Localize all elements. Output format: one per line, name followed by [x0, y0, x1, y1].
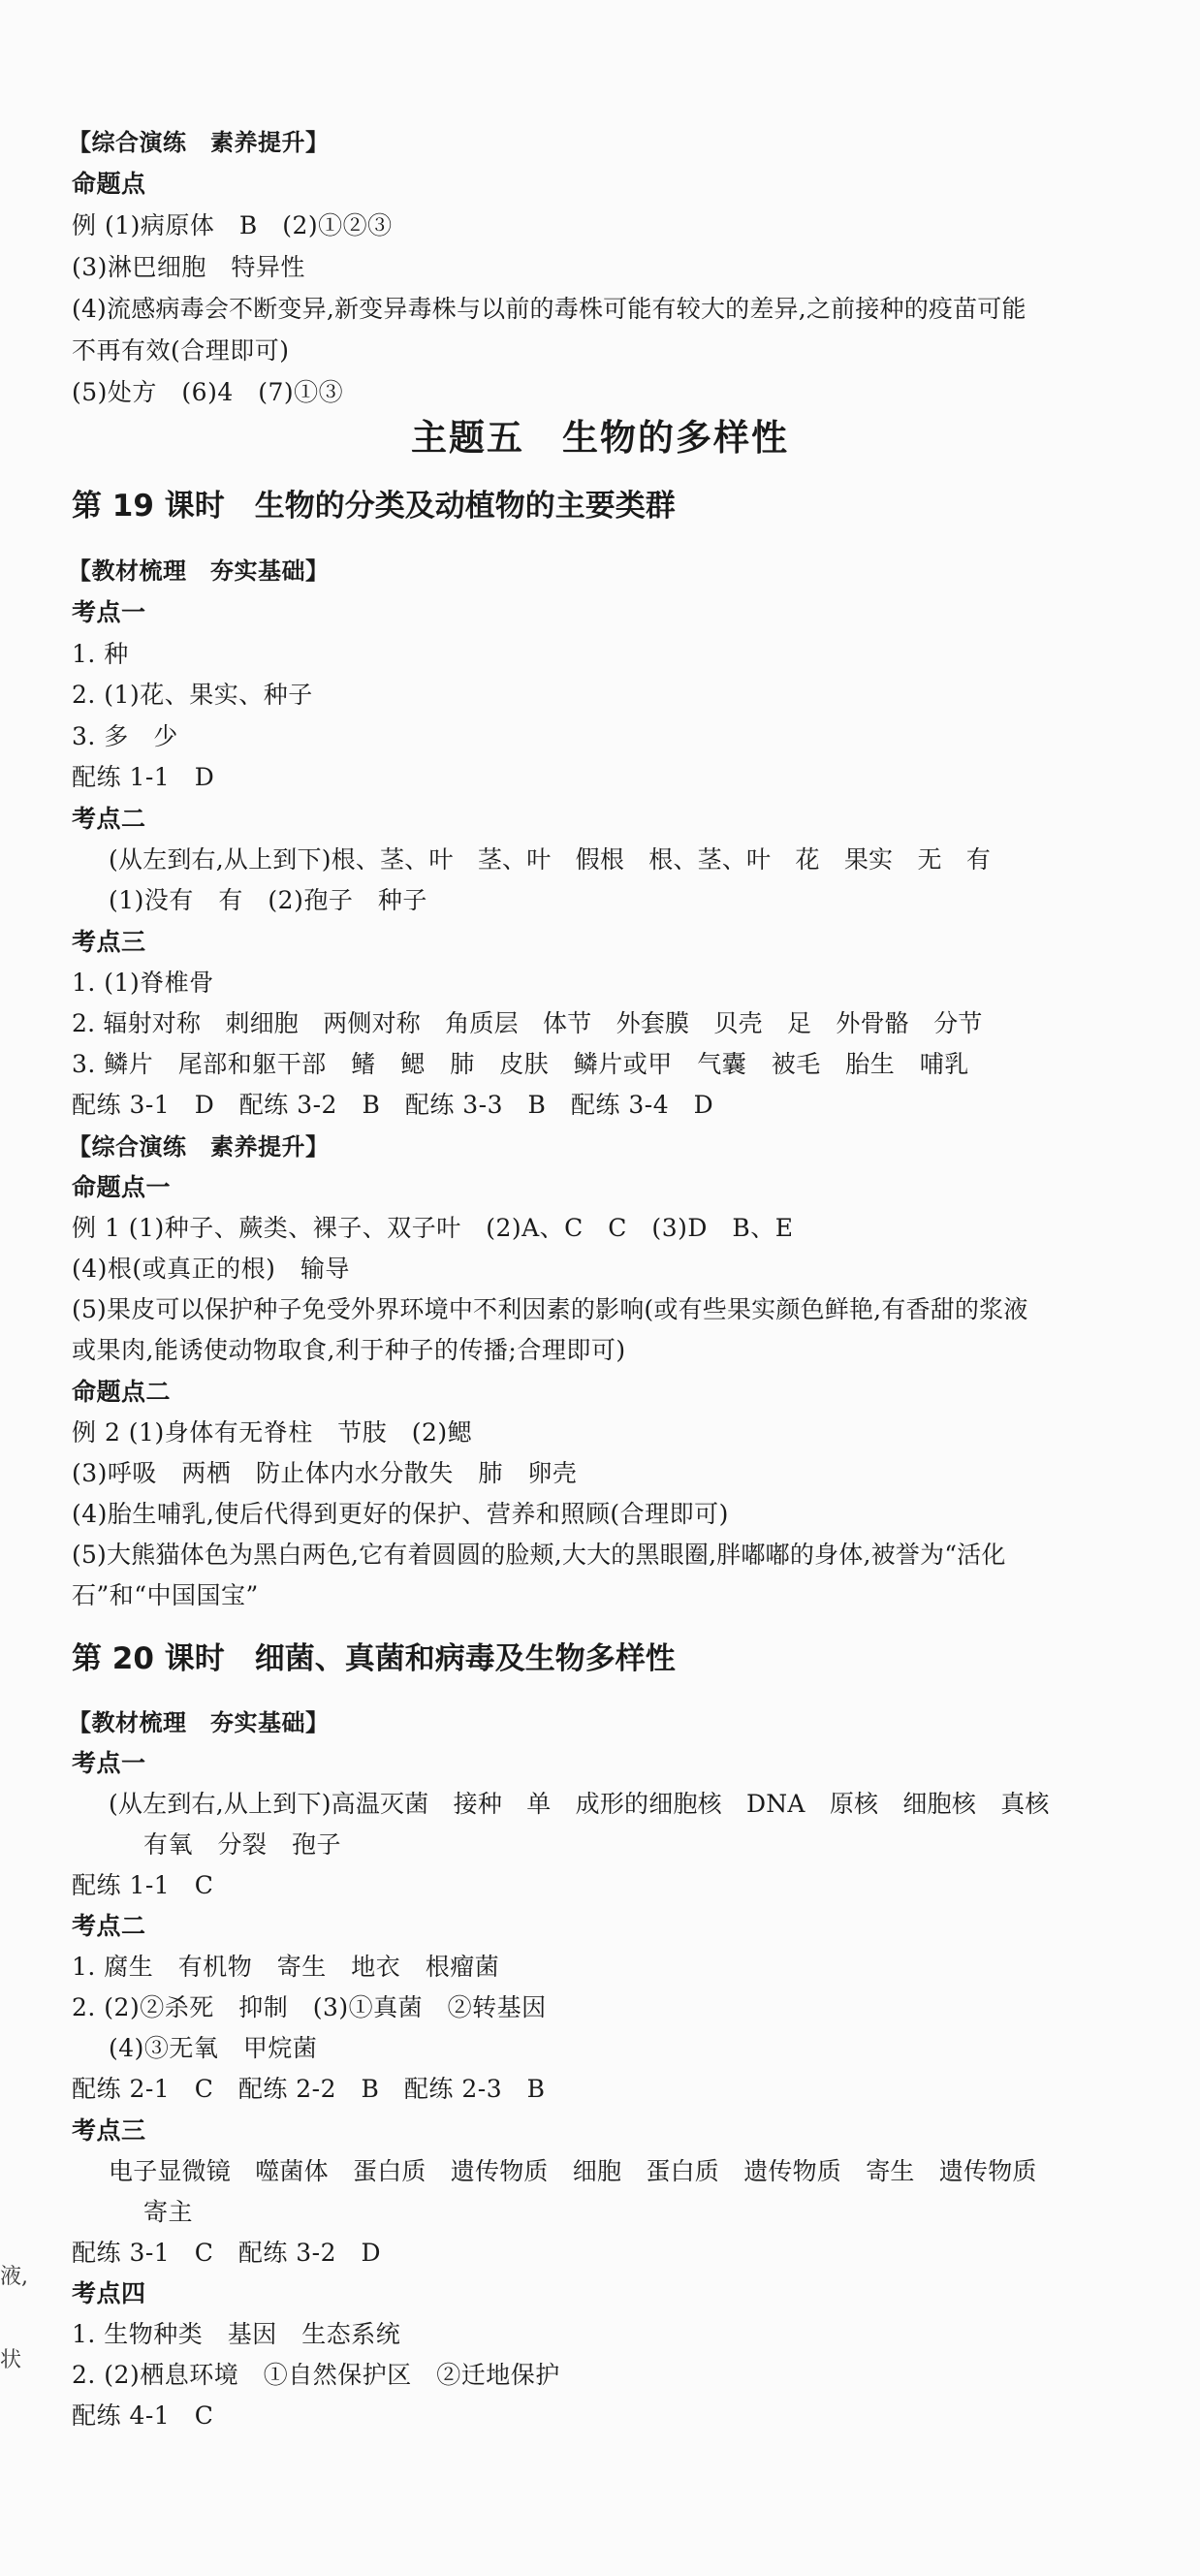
answer-line: 3. 多 少 [72, 722, 178, 750]
kaodian-label: 考点二 [72, 805, 146, 833]
answer-line: (4)胎生哺乳,使后代得到更好的保护、营养和照顾(合理即可) [72, 1500, 729, 1528]
answer-line: (4)流感病毒会不断变异,新变异毒株与以前的毒株可能有较大的差异,之前接种的疫苗可能 [72, 295, 1026, 323]
answer-line: 2. (2)②杀死 抑制 (3)①真菌 ②转基因 [72, 1993, 547, 2021]
answer-line: (4)根(或真正的根) 输导 [72, 1255, 350, 1283]
answer-line: 例 (1)病原体 B (2)①②③ [72, 211, 393, 239]
answer-line: 2. 辐射对称 刺细胞 两侧对称 角质层 体节 外套膜 贝壳 足 外骨骼 分节 [72, 1009, 983, 1037]
answer-line: (从左到右,从上到下)高温灭菌 接种 单 成形的细胞核 DNA 原核 细胞核 真核 [109, 1790, 1050, 1818]
answer-line: 或果肉,能诱使动物取食,利于种子的传播;合理即可) [72, 1336, 626, 1364]
practice-line: 配练 1-1 C [72, 1871, 214, 1899]
practice-line: 配练 4-1 C [72, 2401, 214, 2430]
lesson-title: 第 20 课时 细菌、真菌和病毒及生物多样性 [72, 1641, 676, 1676]
answer-line: 不再有效(合理即可) [72, 336, 290, 365]
section-heading: 【综合演练 素养提升】 [68, 1133, 330, 1161]
section-heading: 【教材梳理 夯实基础】 [68, 1709, 330, 1736]
point-label: 命题点 [72, 170, 146, 198]
answer-line: 2. (1)花、果实、种子 [72, 681, 313, 709]
answer-line: 电子显微镜 噬菌体 蛋白质 遗传物质 细胞 蛋白质 遗传物质 寄生 遗传物质 [109, 2157, 1037, 2185]
kaodian-label: 考点三 [72, 928, 146, 956]
answer-line: 石”和“中国国宝” [72, 1581, 259, 1609]
answer-line: 例 1 (1)种子、蕨类、裸子、双子叶 (2)A、C C (3)D B、E [72, 1214, 794, 1242]
section-heading: 【综合演练 素养提升】 [68, 129, 330, 156]
practice-line: 配练 2-1 C 配练 2-2 B 配练 2-3 B [72, 2075, 546, 2103]
answer-line: 2. (2)栖息环境 ①自然保护区 ②迁地保护 [72, 2361, 560, 2389]
answer-line: 3. 鳞片 尾部和躯干部 鳍 鳃 肺 皮肤 鳞片或甲 气囊 被毛 胎生 哺乳 [72, 1050, 969, 1078]
answer-line: 1. (1)脊椎骨 [72, 969, 214, 997]
answer-line: (5)果皮可以保护种子免受外界环境中不利因素的影响(或有些果实颜色鲜艳,有香甜的浆液 [72, 1295, 1028, 1323]
answer-line: (1)没有 有 (2)孢子 种子 [109, 886, 427, 914]
section-heading: 【教材梳理 夯实基础】 [68, 557, 330, 585]
answer-line: (4)③无氧 甲烷菌 [109, 2034, 318, 2062]
answer-line: (5)大熊猫体色为黑白两色,它有着圆圆的脸颊,大大的黑眼圈,胖嘟嘟的身体,被誉为“活化 [72, 1541, 1006, 1569]
answer-line: 寄主 [143, 2198, 194, 2226]
kaodian-label: 考点一 [72, 1749, 146, 1777]
margin-fragment: 状 [0, 2348, 22, 2372]
answer-line: 有氧 分裂 孢子 [143, 1830, 342, 1859]
answer-line: 1. 腐生 有机物 寄生 地衣 根瘤菌 [72, 1953, 500, 1981]
point-label: 命题点一 [72, 1173, 172, 1201]
practice-line: 配练 1-1 D [72, 763, 215, 791]
answer-line: (5)处方 (6)4 (7)①③ [72, 378, 344, 406]
kaodian-label: 考点二 [72, 1912, 146, 1940]
answer-line: 1. 生物种类 基因 生态系统 [72, 2320, 401, 2348]
practice-line: 配练 3-1 D 配练 3-2 B 配练 3-3 B 配练 3-4 D [72, 1091, 714, 1119]
margin-fragment: 液, [0, 2265, 28, 2289]
kaodian-label: 考点三 [72, 2116, 146, 2145]
lesson-title: 第 19 课时 生物的分类及动植物的主要类群 [72, 489, 676, 524]
kaodian-label: 考点一 [72, 598, 146, 626]
answer-line: (3)淋巴细胞 特异性 [72, 253, 305, 281]
chapter-title: 主题五 生物的多样性 [411, 417, 789, 459]
practice-line: 配练 3-1 C 配练 3-2 D [72, 2239, 382, 2267]
point-label: 命题点二 [72, 1378, 172, 1406]
answer-line: (3)呼吸 两栖 防止体内水分散失 肺 卵壳 [72, 1459, 578, 1487]
answer-line: 1. 种 [72, 640, 129, 668]
answer-line: (从左到右,从上到下)根、茎、叶 茎、叶 假根 根、茎、叶 花 果实 无 有 [109, 845, 992, 874]
answer-line: 例 2 (1)身体有无脊柱 节肢 (2)鳃 [72, 1418, 473, 1447]
kaodian-label: 考点四 [72, 2279, 146, 2307]
